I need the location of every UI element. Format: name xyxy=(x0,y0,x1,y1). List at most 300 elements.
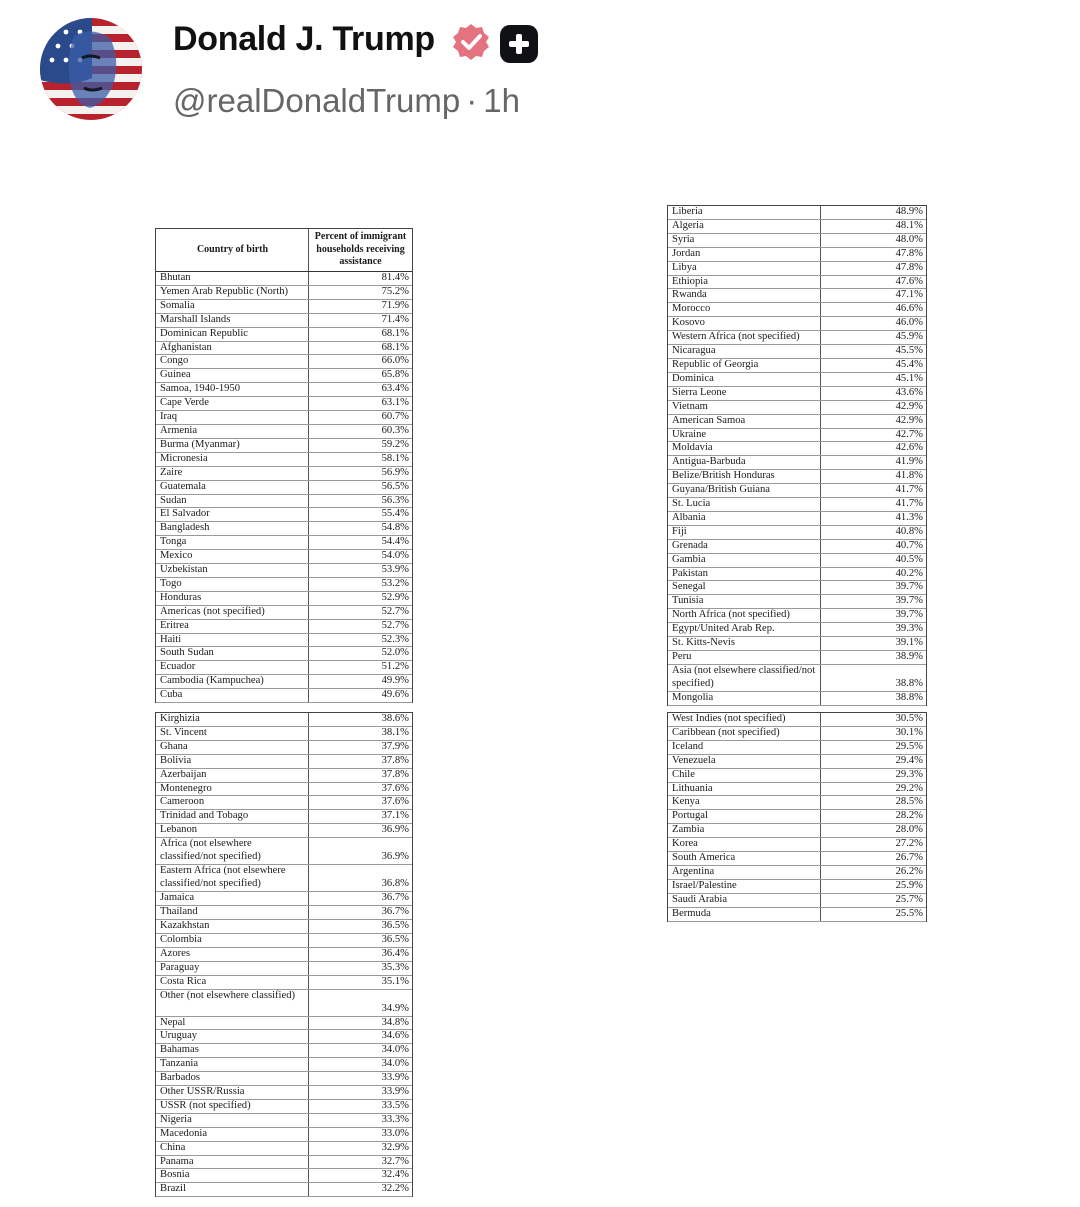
country-cell: American Samoa xyxy=(668,414,821,428)
profile-avatar[interactable] xyxy=(40,18,142,120)
country-cell: Kazakhstan xyxy=(156,919,309,933)
percent-cell: 45.9% xyxy=(821,331,927,345)
table-panel-2 xyxy=(155,712,413,1197)
table-row xyxy=(156,796,412,810)
table-row xyxy=(156,961,412,975)
country-cell: Peru xyxy=(668,651,821,665)
table-row xyxy=(668,498,926,512)
percent-cell: 40.5% xyxy=(821,553,927,567)
percent-cell: 45.4% xyxy=(821,358,927,372)
percent-cell: 34.6% xyxy=(309,1030,413,1044)
percent-cell: 71.4% xyxy=(309,313,413,327)
country-cell: Antigua-Barbuda xyxy=(668,456,821,470)
percent-cell: 37.8% xyxy=(309,754,413,768)
percent-cell: 29.4% xyxy=(821,754,927,768)
user-handle[interactable]: @realDonaldTrump xyxy=(173,82,461,119)
country-cell: Bosnia xyxy=(156,1169,309,1183)
country-cell: Burma (Myanmar) xyxy=(156,438,309,452)
table-row xyxy=(156,647,412,661)
country-cell: Republic of Georgia xyxy=(668,358,821,372)
percent-cell: 47.6% xyxy=(821,275,927,289)
percent-cell: 52.3% xyxy=(309,633,413,647)
percent-cell: 53.2% xyxy=(309,577,413,591)
percent-cell: 33.9% xyxy=(309,1086,413,1100)
table-row xyxy=(668,539,926,553)
country-cell: Pakistan xyxy=(668,567,821,581)
handle-line xyxy=(173,82,520,120)
percent-cell: 40.8% xyxy=(821,525,927,539)
country-cell: Fiji xyxy=(668,525,821,539)
plus-icon[interactable] xyxy=(500,25,538,63)
country-cell: Syria xyxy=(668,233,821,247)
percent-cell: 41.9% xyxy=(821,456,927,470)
table-row xyxy=(156,299,412,313)
table-row xyxy=(156,494,412,508)
percent-cell: 40.2% xyxy=(821,567,927,581)
percent-cell: 32.2% xyxy=(309,1183,413,1197)
panel-4-body xyxy=(668,713,926,921)
percent-cell: 48.9% xyxy=(821,206,927,219)
country-cell: Guyana/British Guiana xyxy=(668,484,821,498)
table-row xyxy=(668,595,926,609)
country-cell: Mongolia xyxy=(668,691,821,705)
percent-cell: 49.6% xyxy=(309,689,413,703)
country-cell: Egypt/United Arab Rep. xyxy=(668,623,821,637)
table-row xyxy=(156,536,412,550)
table-row xyxy=(156,933,412,947)
country-cell: Lithuania xyxy=(668,782,821,796)
country-cell: Lebanon xyxy=(156,824,309,838)
table-row xyxy=(668,893,926,907)
percent-cell: 52.0% xyxy=(309,647,413,661)
country-cell: Saudi Arabia xyxy=(668,893,821,907)
percent-cell: 38.6% xyxy=(309,713,413,726)
table-row xyxy=(156,824,412,838)
country-cell: Nicaragua xyxy=(668,345,821,359)
percent-cell: 35.1% xyxy=(309,975,413,989)
table-row xyxy=(668,289,926,303)
table-row xyxy=(668,637,926,651)
country-cell: Asia (not elsewhere classified/not specified) xyxy=(668,664,821,691)
table-row xyxy=(156,1058,412,1072)
percent-cell: 37.8% xyxy=(309,768,413,782)
country-cell: Dominican Republic xyxy=(156,327,309,341)
table-row xyxy=(156,947,412,961)
percent-cell: 41.7% xyxy=(821,484,927,498)
table-row xyxy=(668,553,926,567)
table-row xyxy=(668,525,926,539)
country-cell: Cameroon xyxy=(156,796,309,810)
table-row xyxy=(668,358,926,372)
table-row xyxy=(156,438,412,452)
country-cell: Honduras xyxy=(156,591,309,605)
table-row xyxy=(668,511,926,525)
percent-cell: 42.6% xyxy=(821,442,927,456)
table-row xyxy=(156,726,412,740)
country-cell: Tanzania xyxy=(156,1058,309,1072)
table-row xyxy=(156,661,412,675)
country-cell: Jordan xyxy=(668,247,821,261)
percent-cell: 65.8% xyxy=(309,369,413,383)
table-row xyxy=(668,386,926,400)
table-row xyxy=(668,233,926,247)
table-row xyxy=(156,892,412,906)
percent-cell: 51.2% xyxy=(309,661,413,675)
percent-cell: 45.1% xyxy=(821,372,927,386)
percent-cell: 53.9% xyxy=(309,564,413,578)
country-cell: Uruguay xyxy=(156,1030,309,1044)
percent-cell: 47.8% xyxy=(821,261,927,275)
country-cell: Congo xyxy=(156,355,309,369)
table-row xyxy=(156,975,412,989)
percent-cell: 36.7% xyxy=(309,892,413,906)
country-cell: Nigeria xyxy=(156,1113,309,1127)
percent-cell: 34.8% xyxy=(309,1016,413,1030)
table-row xyxy=(668,865,926,879)
table-row xyxy=(668,754,926,768)
country-cell: Zaire xyxy=(156,466,309,480)
country-cell: Uzbekistan xyxy=(156,564,309,578)
percent-cell: 36.7% xyxy=(309,906,413,920)
country-cell: Gambia xyxy=(668,553,821,567)
table-row xyxy=(156,768,412,782)
avatar-image xyxy=(40,18,142,120)
country-cell: Bahamas xyxy=(156,1044,309,1058)
table-header-row xyxy=(156,229,412,272)
percent-cell: 33.9% xyxy=(309,1072,413,1086)
country-cell: Sudan xyxy=(156,494,309,508)
percent-cell: 28.5% xyxy=(821,796,927,810)
panel-1-body xyxy=(156,272,412,703)
table-row xyxy=(156,1155,412,1169)
table-row xyxy=(156,675,412,689)
percent-cell: 33.5% xyxy=(309,1099,413,1113)
percent-cell: 37.6% xyxy=(309,782,413,796)
table-row xyxy=(156,740,412,754)
table-row xyxy=(668,810,926,824)
country-cell: Cape Verde xyxy=(156,397,309,411)
percent-cell: 37.9% xyxy=(309,740,413,754)
percent-cell: 34.0% xyxy=(309,1058,413,1072)
percent-cell: 68.1% xyxy=(309,341,413,355)
percent-cell: 42.9% xyxy=(821,414,927,428)
table-row xyxy=(156,591,412,605)
table-row xyxy=(156,1113,412,1127)
percent-cell: 36.9% xyxy=(309,824,413,838)
country-cell: Barbados xyxy=(156,1072,309,1086)
percent-cell: 34.0% xyxy=(309,1044,413,1058)
percent-cell: 37.1% xyxy=(309,810,413,824)
country-cell: Libya xyxy=(668,261,821,275)
country-cell: Samoa, 1940-1950 xyxy=(156,383,309,397)
percent-cell: 56.3% xyxy=(309,494,413,508)
table-row xyxy=(156,989,412,1016)
country-cell: Paraguay xyxy=(156,961,309,975)
country-cell: Dominica xyxy=(668,372,821,386)
table-row xyxy=(668,651,926,665)
country-cell: Costa Rica xyxy=(156,975,309,989)
percent-cell: 56.5% xyxy=(309,480,413,494)
header-percent: Percent of immigrant households receiving assistance xyxy=(309,229,413,272)
table-row xyxy=(156,272,412,286)
country-cell: Korea xyxy=(668,838,821,852)
table-row xyxy=(668,345,926,359)
table-row xyxy=(156,411,412,425)
percent-cell: 46.6% xyxy=(821,303,927,317)
table-row xyxy=(156,452,412,466)
table-row xyxy=(668,879,926,893)
table-row xyxy=(156,906,412,920)
table-row xyxy=(156,1183,412,1197)
table-row xyxy=(668,247,926,261)
percent-cell: 43.6% xyxy=(821,386,927,400)
country-cell: Thailand xyxy=(156,906,309,920)
country-cell: Argentina xyxy=(668,865,821,879)
table-row xyxy=(156,285,412,299)
table-row xyxy=(156,383,412,397)
country-cell: Montenegro xyxy=(156,782,309,796)
country-cell: Bhutan xyxy=(156,272,309,286)
table-row xyxy=(668,907,926,921)
percent-cell: 75.2% xyxy=(309,285,413,299)
country-cell: Vietnam xyxy=(668,400,821,414)
country-cell: Kirghizia xyxy=(156,713,309,726)
table-panel-1 xyxy=(155,228,413,703)
percent-cell: 35.3% xyxy=(309,961,413,975)
percent-cell: 25.7% xyxy=(821,893,927,907)
percent-cell: 40.7% xyxy=(821,539,927,553)
percent-cell: 55.4% xyxy=(309,508,413,522)
percent-cell: 52.9% xyxy=(309,591,413,605)
table-row xyxy=(156,564,412,578)
table-row xyxy=(156,577,412,591)
table-row xyxy=(668,275,926,289)
table-panel-4 xyxy=(667,712,927,922)
country-cell: Guinea xyxy=(156,369,309,383)
table-row xyxy=(156,550,412,564)
table-row xyxy=(668,567,926,581)
table-row xyxy=(668,581,926,595)
panel-2-body xyxy=(156,713,412,1197)
percent-cell: 54.0% xyxy=(309,550,413,564)
country-cell: Ecuador xyxy=(156,661,309,675)
country-cell: Eastern Africa (not elsewhere classified/not specified) xyxy=(156,865,309,892)
country-cell: North Africa (not specified) xyxy=(668,609,821,623)
country-cell: West Indies (not specified) xyxy=(668,713,821,726)
country-cell: Africa (not elsewhere classified/not specified) xyxy=(156,838,309,865)
percent-cell: 71.9% xyxy=(309,299,413,313)
percent-cell: 60.3% xyxy=(309,424,413,438)
table-row xyxy=(156,865,412,892)
table-row xyxy=(156,522,412,536)
country-cell: Iceland xyxy=(668,740,821,754)
country-cell: Kosovo xyxy=(668,317,821,331)
post-time[interactable]: 1h xyxy=(483,82,520,119)
table-row xyxy=(668,261,926,275)
country-cell: Belize/British Honduras xyxy=(668,470,821,484)
country-cell: Venezuela xyxy=(668,754,821,768)
percent-cell: 36.5% xyxy=(309,933,413,947)
country-cell: Sierra Leone xyxy=(668,386,821,400)
country-cell: Grenada xyxy=(668,539,821,553)
percent-cell: 47.1% xyxy=(821,289,927,303)
table-row xyxy=(156,313,412,327)
country-cell: Mexico xyxy=(156,550,309,564)
percent-cell: 29.2% xyxy=(821,782,927,796)
percent-cell: 36.4% xyxy=(309,947,413,961)
table-row xyxy=(156,1127,412,1141)
table-row xyxy=(668,768,926,782)
table-row xyxy=(156,838,412,865)
country-cell: Guatemala xyxy=(156,480,309,494)
percent-cell: 38.8% xyxy=(821,664,927,691)
percent-cell: 34.9% xyxy=(309,989,413,1016)
country-cell: Ghana xyxy=(156,740,309,754)
table-row xyxy=(668,303,926,317)
country-cell: Nepal xyxy=(156,1016,309,1030)
table-row xyxy=(668,219,926,233)
country-cell: Zambia xyxy=(668,824,821,838)
table-row xyxy=(156,689,412,703)
table-row xyxy=(156,424,412,438)
country-cell: El Salvador xyxy=(156,508,309,522)
table-panel-3 xyxy=(667,205,927,706)
percent-cell: 81.4% xyxy=(309,272,413,286)
table-row xyxy=(156,327,412,341)
table-row xyxy=(156,713,412,726)
percent-cell: 30.5% xyxy=(821,713,927,726)
country-cell: Panama xyxy=(156,1155,309,1169)
table-row xyxy=(668,317,926,331)
country-cell: Tunisia xyxy=(668,595,821,609)
percent-cell: 36.8% xyxy=(309,865,413,892)
table-row xyxy=(156,508,412,522)
country-cell: Liberia xyxy=(668,206,821,219)
country-cell: Chile xyxy=(668,768,821,782)
percent-cell: 68.1% xyxy=(309,327,413,341)
percent-cell: 29.5% xyxy=(821,740,927,754)
percent-cell: 32.4% xyxy=(309,1169,413,1183)
table-row xyxy=(156,1030,412,1044)
country-cell: Yemen Arab Republic (North) xyxy=(156,285,309,299)
table-row xyxy=(156,619,412,633)
table-row xyxy=(156,754,412,768)
table-row xyxy=(156,919,412,933)
country-cell: Macedonia xyxy=(156,1127,309,1141)
post-header xyxy=(0,0,1080,140)
percent-cell: 26.2% xyxy=(821,865,927,879)
percent-cell: 60.7% xyxy=(309,411,413,425)
percent-cell: 66.0% xyxy=(309,355,413,369)
percent-cell: 54.8% xyxy=(309,522,413,536)
percent-cell: 37.6% xyxy=(309,796,413,810)
table-row xyxy=(156,1016,412,1030)
table-row xyxy=(156,782,412,796)
author-name[interactable]: Donald J. Trump xyxy=(173,20,435,58)
table-row xyxy=(668,726,926,740)
table-row xyxy=(156,605,412,619)
country-cell: Armenia xyxy=(156,424,309,438)
country-cell: Senegal xyxy=(668,581,821,595)
percent-cell: 29.3% xyxy=(821,768,927,782)
table-row xyxy=(668,414,926,428)
table-row xyxy=(668,400,926,414)
percent-cell: 38.1% xyxy=(309,726,413,740)
percent-cell: 41.8% xyxy=(821,470,927,484)
header-country: Country of birth xyxy=(156,229,309,272)
percent-cell: 63.4% xyxy=(309,383,413,397)
country-cell: Bermuda xyxy=(668,907,821,921)
country-cell: Eritrea xyxy=(156,619,309,633)
country-cell: Other (not elsewhere classified) xyxy=(156,989,309,1016)
country-cell: Brazil xyxy=(156,1183,309,1197)
percent-cell: 38.9% xyxy=(821,651,927,665)
panel-3-body xyxy=(668,206,926,705)
table-row xyxy=(156,1086,412,1100)
table-row xyxy=(668,664,926,691)
table-row xyxy=(668,609,926,623)
table-row xyxy=(668,796,926,810)
percent-cell: 32.7% xyxy=(309,1155,413,1169)
table-row xyxy=(156,1099,412,1113)
table-row xyxy=(668,484,926,498)
country-cell: USSR (not specified) xyxy=(156,1099,309,1113)
table-row xyxy=(668,782,926,796)
percent-cell: 38.8% xyxy=(821,691,927,705)
country-cell: Rwanda xyxy=(668,289,821,303)
percent-cell: 63.1% xyxy=(309,397,413,411)
percent-cell: 36.9% xyxy=(309,838,413,865)
country-cell: Jamaica xyxy=(156,892,309,906)
separator: · xyxy=(466,82,478,119)
country-cell: St. Lucia xyxy=(668,498,821,512)
country-cell: Ukraine xyxy=(668,428,821,442)
table-row xyxy=(668,740,926,754)
percent-cell: 28.0% xyxy=(821,824,927,838)
country-cell: Azores xyxy=(156,947,309,961)
table-row xyxy=(156,633,412,647)
country-cell: Morocco xyxy=(668,303,821,317)
table-row xyxy=(668,470,926,484)
country-cell: Western Africa (not specified) xyxy=(668,331,821,345)
percent-cell: 47.8% xyxy=(821,247,927,261)
country-cell: Israel/Palestine xyxy=(668,879,821,893)
percent-cell: 39.7% xyxy=(821,609,927,623)
country-cell: Afghanistan xyxy=(156,341,309,355)
country-cell: Cuba xyxy=(156,689,309,703)
country-cell: Tonga xyxy=(156,536,309,550)
table-row xyxy=(156,1072,412,1086)
table-row xyxy=(668,713,926,726)
table-row xyxy=(668,623,926,637)
country-cell: South Sudan xyxy=(156,647,309,661)
country-cell: Colombia xyxy=(156,933,309,947)
country-cell: Other USSR/Russia xyxy=(156,1086,309,1100)
country-cell: Togo xyxy=(156,577,309,591)
percent-cell: 56.9% xyxy=(309,466,413,480)
table-row xyxy=(668,852,926,866)
country-cell: Kenya xyxy=(668,796,821,810)
country-cell: Americas (not specified) xyxy=(156,605,309,619)
country-cell: Marshall Islands xyxy=(156,313,309,327)
percent-cell: 41.3% xyxy=(821,511,927,525)
percent-cell: 58.1% xyxy=(309,452,413,466)
verified-badge-icon xyxy=(451,22,491,62)
country-cell: Haiti xyxy=(156,633,309,647)
country-cell: Trinidad and Tobago xyxy=(156,810,309,824)
percent-cell: 59.2% xyxy=(309,438,413,452)
country-cell: Algeria xyxy=(668,219,821,233)
